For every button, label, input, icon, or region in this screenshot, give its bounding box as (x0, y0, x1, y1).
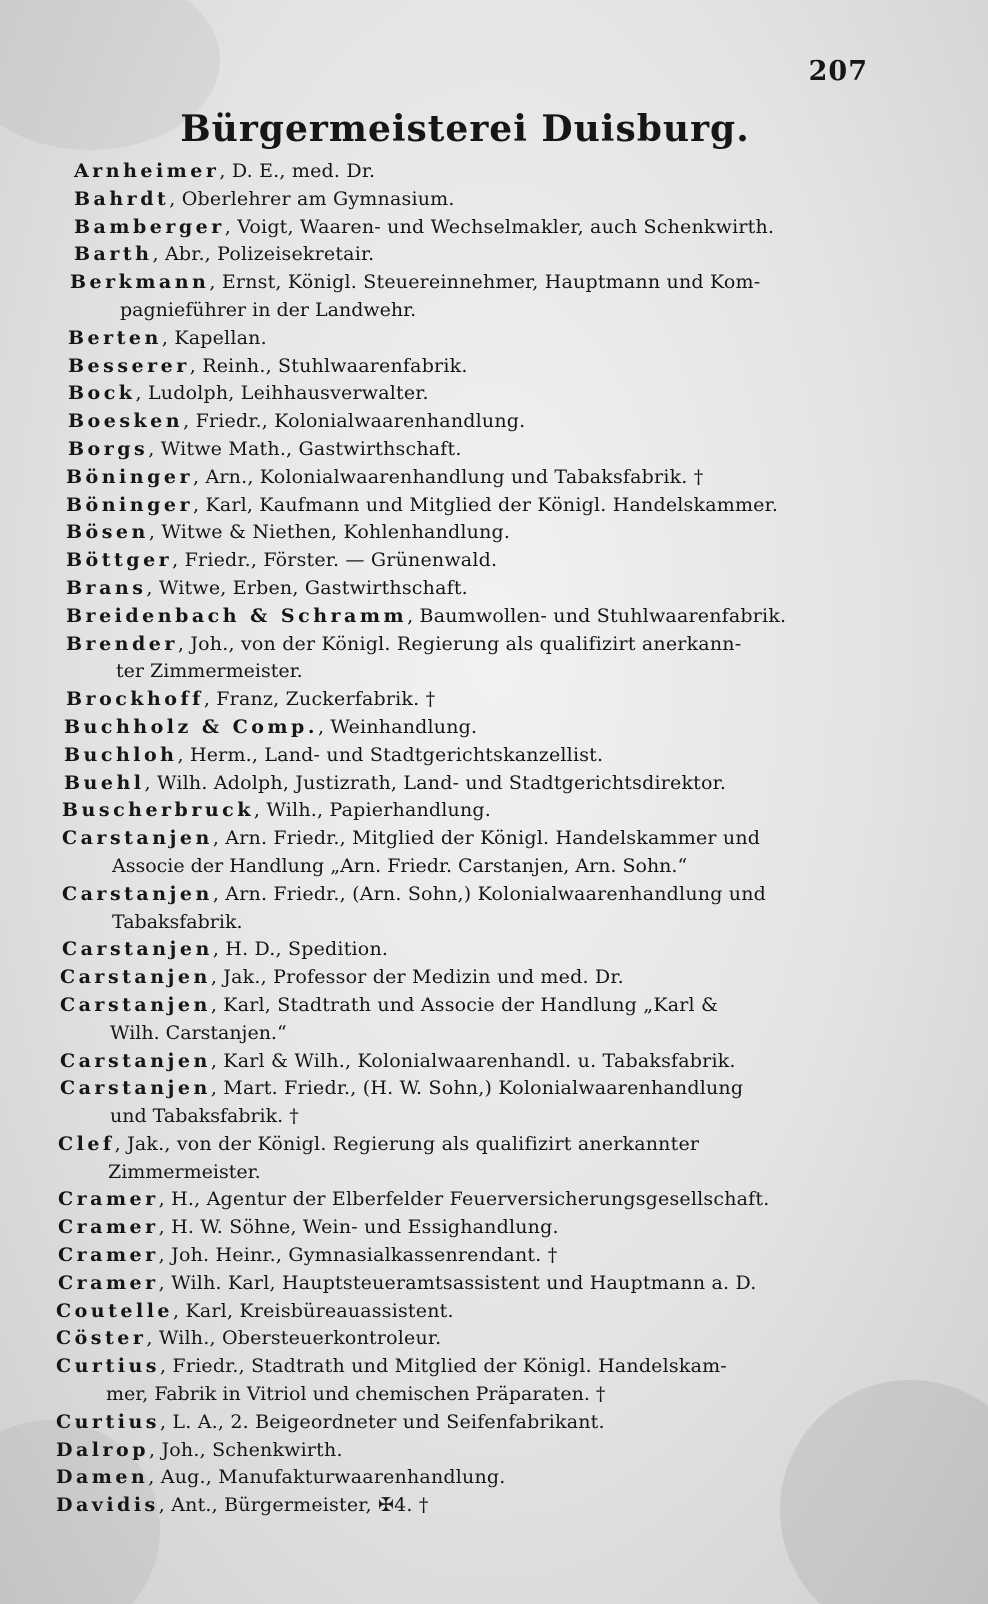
entry-surname: Brockhoff (66, 688, 204, 711)
entry-details: , Joh. Heinr., Gymnasialkassenrendant. † (158, 1244, 558, 1267)
entry-details: , Karl, Kaufmann und Mitglied der Königl. Handelskammer. (192, 493, 779, 516)
entry-continuation: Tabaksfabrik. (112, 910, 243, 933)
directory-entry (0, 325, 988, 353)
directory-entry (0, 214, 988, 242)
entry-surname: Bamberger (74, 215, 225, 238)
entry-line (0, 825, 988, 853)
entry-continuation: Zimmermeister. (108, 1160, 261, 1183)
entry-surname: Bahrdt (74, 187, 170, 210)
entry-details: , Wilh. Karl, Hauptsteueramtsassistent und Hauptmann a. D. (158, 1271, 757, 1294)
entry-details: , Karl, Kreisbüreauassistent. (173, 1299, 454, 1322)
directory-entry (0, 269, 988, 325)
directory-entry (0, 1242, 988, 1270)
entry-line (0, 408, 988, 436)
directory-entry (0, 547, 988, 575)
entry-details: , Kapellan. (161, 326, 267, 349)
entry-details: , Arn. Friedr., (Arn. Sohn,) Kolonialwaarenhandlung und (212, 882, 767, 905)
entry-line (0, 742, 988, 770)
entry-line (0, 1492, 988, 1520)
entry-surname: Borgs (68, 437, 149, 460)
entry-line (0, 686, 988, 714)
entry-surname: Carstanjen (60, 1049, 211, 1072)
directory-entry (0, 825, 988, 881)
entry-surname: Cramer (58, 1188, 159, 1211)
entry-line (0, 241, 988, 269)
directory-entry (0, 1353, 988, 1409)
entry-surname: Damen (56, 1466, 149, 1489)
directory-entry (0, 1214, 988, 1242)
entry-surname: Arnheimer (74, 160, 220, 182)
entry-details: , Baumwollen- und Stuhlwaarenfabrik. (407, 604, 787, 627)
entry-surname: Breidenbach & Schramm (66, 604, 408, 627)
entry-surname: Coutelle (56, 1299, 173, 1322)
entry-details: , Arn., Kolonialwaarenhandlung und Tabaksfabrik. † (192, 465, 704, 488)
entry-line (0, 380, 988, 408)
entry-line (0, 519, 988, 547)
directory-entry (0, 1131, 988, 1187)
entry-details: , Oberlehrer am Gymnasium. (169, 187, 455, 210)
directory-entry (0, 408, 988, 436)
entry-surname: Besserer (68, 354, 190, 377)
entry-surname: Carstanjen (62, 938, 213, 961)
entry-details: , H. W. Söhne, Wein- und Essighandlung. (158, 1216, 559, 1239)
entry-surname: Cramer (58, 1271, 159, 1294)
entry-surname: Carstanjen (62, 882, 213, 905)
entry-line (0, 992, 988, 1020)
directory-entry (0, 603, 988, 631)
entry-line (0, 881, 988, 909)
entry-surname: Cöster (56, 1327, 147, 1350)
entry-line (0, 492, 988, 520)
directory-list (0, 158, 988, 1520)
entry-line (0, 436, 988, 464)
entry-line (0, 353, 988, 381)
entry-details: , Witwe & Niethen, Kohlenhandlung. (148, 521, 511, 544)
entry-surname: Brender (66, 632, 178, 655)
page-number: 207 (808, 56, 868, 87)
entry-details: , Wilh., Obersteuerkontroleur. (146, 1327, 442, 1350)
entry-surname: Böninger (66, 465, 193, 488)
entry-line (0, 269, 988, 297)
directory-entry (0, 1186, 988, 1214)
entry-details: , L. A., 2. Beigeordneter und Seifenfabrikant. (159, 1410, 605, 1433)
directory-entry (0, 964, 988, 992)
directory-entry (0, 380, 988, 408)
entry-details: , Joh., von der Königl. Regierung als qualifizirt anerkann- (177, 632, 742, 655)
entry-line (0, 1186, 988, 1214)
entry-line (0, 1298, 988, 1326)
entry-line (0, 1242, 988, 1270)
directory-entry (0, 353, 988, 381)
directory-entry (0, 1270, 988, 1298)
entry-details: , Ernst, Königl. Steuereinnehmer, Hauptmann und Kom- (209, 271, 761, 294)
entry-details: , Witwe, Erben, Gastwirthschaft. (146, 576, 468, 599)
entry-line (0, 1464, 988, 1492)
directory-entry (0, 519, 988, 547)
entry-details: , H. D., Spedition. (212, 938, 389, 961)
directory-entry (0, 1437, 988, 1465)
entry-line (0, 214, 988, 242)
entry-line (0, 1131, 988, 1159)
entry-surname: Böninger (66, 493, 193, 516)
entry-line (0, 936, 988, 964)
entry-line (0, 770, 988, 798)
entry-surname: Cramer (58, 1244, 159, 1267)
directory-entry (0, 186, 988, 214)
directory-entry (0, 686, 988, 714)
directory-entry (0, 436, 988, 464)
entry-surname: Carstanjen (60, 966, 211, 989)
entry-details: , Friedr., Stadtrath und Mitglied der Königl. Handelskam- (159, 1355, 727, 1378)
entry-details: , Weinhandlung. (317, 715, 478, 738)
entry-line (0, 1075, 988, 1103)
entry-line (0, 631, 988, 659)
directory-entry (0, 492, 988, 520)
entry-surname: Berten (68, 326, 162, 349)
entry-line (0, 1409, 988, 1437)
entry-surname: Carstanjen (60, 993, 211, 1016)
directory-entry (0, 158, 988, 186)
entry-line (0, 714, 988, 742)
entry-details: , Wilh. Adolph, Justizrath, Land- und Stadtgerichtsdirektor. (144, 771, 727, 794)
directory-entry (0, 742, 988, 770)
directory-entry (0, 881, 988, 937)
entry-line (0, 325, 988, 353)
entry-details: , Mart. Friedr., (H. W. Sohn,) Kolonialwaarenhandlung (210, 1077, 744, 1100)
entry-details: , Karl, Stadtrath und Associe der Handlung „Karl & (210, 993, 719, 1016)
entry-surname: Boesken (68, 410, 184, 433)
directory-entry (0, 631, 988, 687)
entry-line (0, 797, 988, 825)
entry-line (0, 575, 988, 603)
entry-surname: Davidis (56, 1494, 159, 1517)
entry-surname: Carstanjen (60, 1077, 211, 1100)
entry-surname: Berkmann (70, 271, 210, 294)
entry-continuation: mer, Fabrik in Vitriol und chemischen Präparaten. † (106, 1383, 606, 1406)
entry-line (0, 1270, 988, 1298)
entry-line (0, 1437, 988, 1465)
directory-entry (0, 241, 988, 269)
entry-surname: Curtius (56, 1410, 160, 1433)
directory-entry (0, 992, 988, 1048)
entry-details: , Herm., Land- und Stadtgerichtskanzellist. (177, 743, 604, 766)
entry-surname: Brans (66, 576, 147, 599)
entry-surname: Cramer (58, 1216, 159, 1239)
directory-entry (0, 1492, 988, 1520)
entry-details: , Karl & Wilh., Kolonialwaarenhandl. u. Tabaksfabrik. (210, 1049, 736, 1072)
entry-line (0, 1048, 988, 1076)
directory-entry (0, 575, 988, 603)
entry-details: , Voigt, Waaren- und Wechselmakler, auch Schenkwirth. (224, 215, 775, 238)
entry-line (0, 603, 988, 631)
directory-entry (0, 1048, 988, 1076)
entry-line (0, 964, 988, 992)
entry-details: , Witwe Math., Gastwirthschaft. (148, 437, 462, 460)
entry-details: , Ant., Bürgermeister, ✠4. † (158, 1494, 429, 1517)
entry-surname: Bösen (66, 521, 149, 544)
entry-surname: Buchloh (64, 743, 178, 766)
directory-entry (0, 1325, 988, 1353)
directory-entry (0, 464, 988, 492)
entry-details: , H., Agentur der Elberfelder Feuerversicherungsgesellschaft. (158, 1188, 770, 1211)
entry-continuation: Associe der Handlung „Arn. Friedr. Carstanjen, Arn. Sohn.“ (112, 854, 688, 877)
entry-details: , Jak., von der Königl. Regierung als qualifizirt anerkannter (114, 1132, 700, 1155)
entry-continuation: pagnieführer in der Landwehr. (120, 298, 417, 321)
directory-entry (0, 936, 988, 964)
entry-line (0, 1353, 988, 1381)
entry-surname: Buehl (64, 771, 145, 794)
entry-details: , Jak., Professor der Medizin und med. Dr. (210, 966, 624, 989)
entry-details: , Abr., Polizeisekretair. (152, 243, 375, 266)
entry-surname: Buscherbruck (62, 799, 254, 822)
entry-details: , Ludolph, Leihhausverwalter. (135, 382, 429, 405)
entry-continuation: Wilh. Carstanjen.“ (110, 1021, 287, 1044)
entry-line (0, 464, 988, 492)
directory-entry (0, 797, 988, 825)
entry-details: , Friedr., Kolonialwaarenhandlung. (183, 410, 526, 433)
entry-surname: Buchholz & Comp. (64, 715, 318, 738)
page-title: Bürgermeisterei Duisburg. (180, 108, 750, 150)
directory-entry (0, 1075, 988, 1131)
entry-surname: Dalrop (56, 1438, 149, 1461)
entry-details: , Arn. Friedr., Mitglied der Königl. Handelskammer und (212, 827, 761, 850)
directory-entry (0, 770, 988, 798)
entry-surname: Bock (68, 382, 136, 405)
entry-surname: Böttger (66, 549, 173, 572)
entry-surname: Carstanjen (62, 827, 213, 850)
entry-details: , Reinh., Stuhlwaarenfabrik. (189, 354, 468, 377)
entry-line (0, 1325, 988, 1353)
directory-entry (0, 714, 988, 742)
entry-continuation: ter Zimmermeister. (116, 660, 303, 683)
entry-surname: Clef (58, 1132, 115, 1155)
entry-line (0, 547, 988, 575)
directory-entry (0, 1298, 988, 1326)
entry-details: , Aug., Manufakturwaarenhandlung. (148, 1466, 506, 1489)
entry-line (0, 1214, 988, 1242)
entry-details: , Joh., Schenkwirth. (148, 1438, 343, 1461)
entry-details: , Franz, Zuckerfabrik. † (203, 688, 436, 711)
entry-surname: Curtius (56, 1355, 160, 1378)
entry-details: , Wilh., Papierhandlung. (253, 799, 492, 822)
entry-surname: Barth (74, 243, 153, 266)
directory-entry (0, 1409, 988, 1437)
entry-line (0, 158, 988, 186)
entry-details: , D. E., med. Dr. (219, 160, 376, 182)
entry-line (0, 186, 988, 214)
entry-continuation: und Tabaksfabrik. † (110, 1105, 299, 1128)
directory-entry (0, 1464, 988, 1492)
entry-details: , Friedr., Förster. — Grünenwald. (172, 549, 498, 572)
